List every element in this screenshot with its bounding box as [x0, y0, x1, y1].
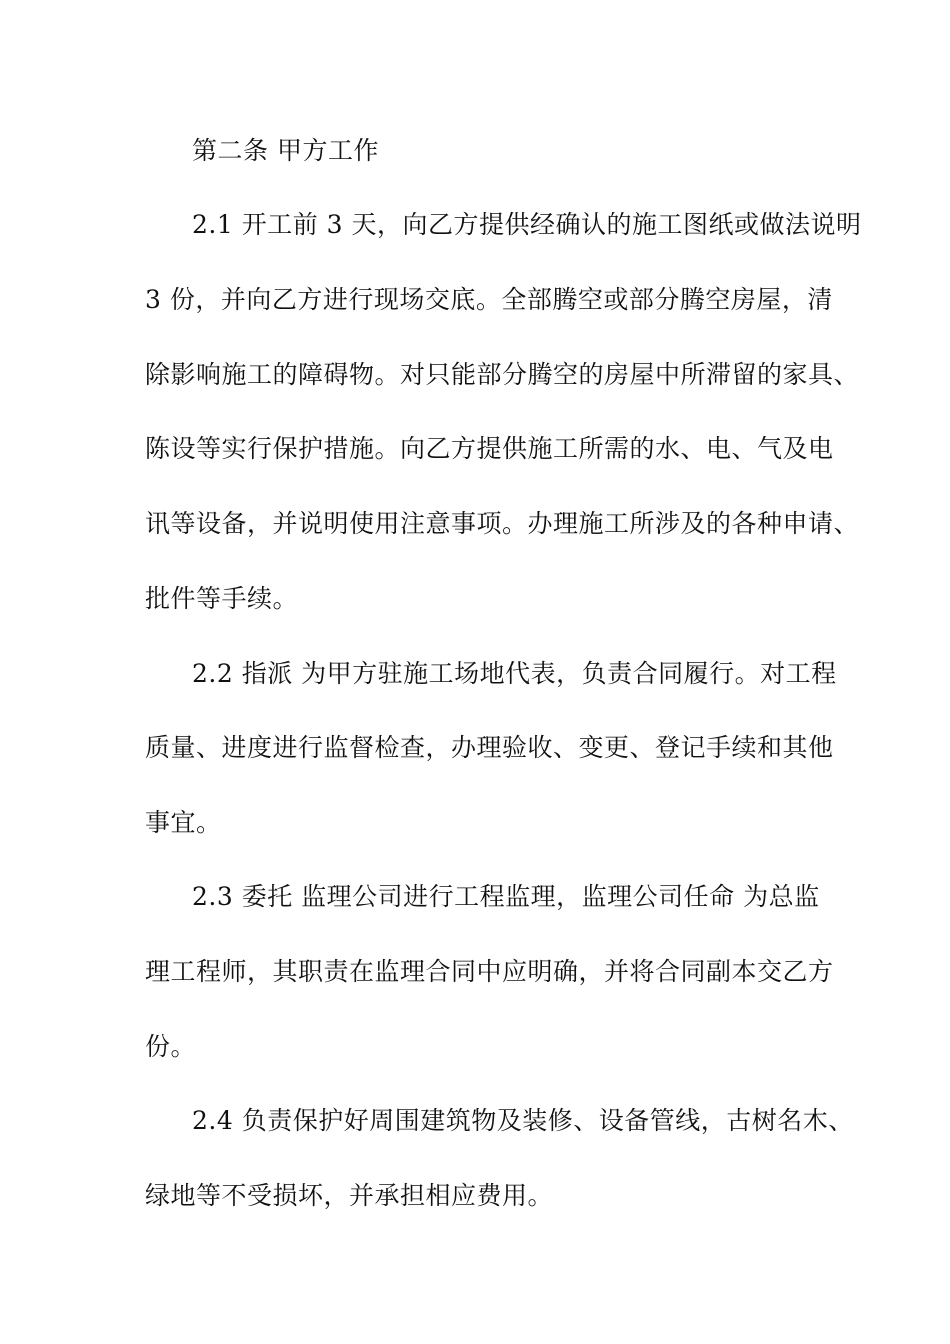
paragraph-line: 理工程师，其职责在监理合同中应明确，并将合同副本交乙方 — [145, 957, 834, 986]
paragraph-line: 2.2 指派 为甲方驻施工场地代表，负责合同履行。对工程 — [192, 659, 837, 688]
paragraph-line: 讯等设备，并说明使用注意事项。办理施工所涉及的各种申请、 — [145, 509, 860, 538]
paragraph-line: 陈设等实行保护措施。向乙方提供施工所需的水、电、气及电 — [145, 434, 834, 463]
section-title: 第二条 甲方工作 — [192, 136, 379, 165]
paragraph-line: 事宜。 — [145, 808, 222, 837]
paragraph-line: 绿地等不受损坏，并承担相应费用。 — [145, 1181, 554, 1210]
paragraph-line: 2.3 委托 监理公司进行工程监理，监理公司任命 为总监 — [192, 882, 820, 911]
paragraph-line: 批件等手续。 — [145, 584, 299, 613]
paragraph-line: 2.1 开工前 3 天，向乙方提供经确认的施工图纸或做法说明 — [192, 210, 862, 239]
paragraph-line: 3 份，并向乙方进行现场交底。全部腾空或部分腾空房屋，清 — [145, 285, 833, 314]
paragraph-line: 质量、进度进行监督检查，办理验收、变更、登记手续和其他 — [145, 733, 834, 762]
paragraph-line: 份。 — [145, 1032, 197, 1061]
paragraph-line: 2.4 负责保护好周围建筑物及装修、设备管线，古树名木、 — [192, 1106, 854, 1135]
paragraph-line: 除影响施工的障碍物。对只能部分腾空的房屋中所滞留的家具、 — [145, 360, 860, 389]
